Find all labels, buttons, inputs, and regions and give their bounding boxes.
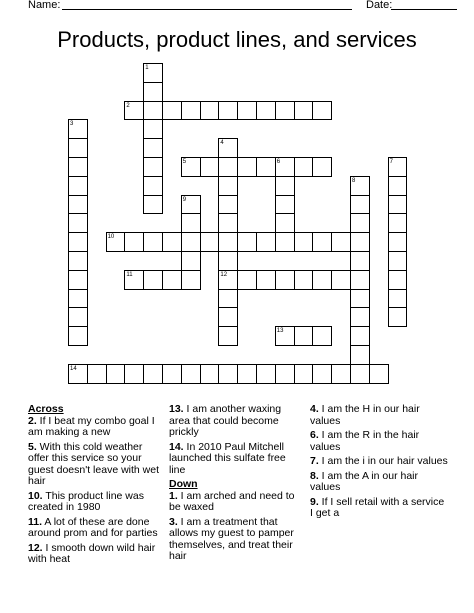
grid-cell[interactable] <box>218 232 238 252</box>
grid-cell[interactable] <box>350 251 370 271</box>
clues-column-3 <box>310 404 450 523</box>
grid-cell[interactable] <box>275 157 295 177</box>
grid-cell[interactable] <box>237 157 257 177</box>
grid-cell[interactable] <box>218 326 238 346</box>
grid-cell[interactable] <box>181 213 201 233</box>
clue-item <box>28 491 163 514</box>
clue-text: I am the A in our hair values <box>310 469 418 493</box>
grid-cell[interactable] <box>68 138 88 158</box>
grid-cell[interactable] <box>143 364 163 384</box>
grid-cell[interactable] <box>218 364 238 384</box>
grid-cell[interactable] <box>124 270 144 290</box>
grid-cell[interactable] <box>275 364 295 384</box>
grid-cell[interactable] <box>294 157 314 177</box>
clue-item <box>169 517 304 563</box>
grid-cell[interactable] <box>350 364 370 384</box>
grid-cell[interactable] <box>181 157 201 177</box>
clue-number: 6. <box>310 429 319 441</box>
grid-cell[interactable] <box>124 101 144 121</box>
clue-item <box>310 430 450 453</box>
grid-cell[interactable] <box>68 270 88 290</box>
grid-cell[interactable] <box>200 101 220 121</box>
cell-number: 14 <box>70 365 77 372</box>
grid-cell[interactable] <box>369 364 389 384</box>
grid-cell[interactable] <box>181 101 201 121</box>
clue-item <box>169 404 304 439</box>
cell-number: 12 <box>220 271 228 278</box>
grid-cell[interactable] <box>143 101 163 121</box>
grid-cell[interactable] <box>350 307 370 327</box>
grid-cell[interactable] <box>68 232 88 252</box>
grid-cell[interactable] <box>200 364 220 384</box>
grid-cell[interactable] <box>275 101 295 121</box>
grid-cell[interactable] <box>68 251 88 271</box>
grid-cell[interactable] <box>331 364 351 384</box>
grid-cell[interactable] <box>388 251 408 271</box>
cell-number: 8 <box>352 177 356 184</box>
grid-cell[interactable] <box>294 101 314 121</box>
grid-cell[interactable] <box>68 195 88 215</box>
clue-number: 12. <box>28 541 43 554</box>
grid-cell[interactable] <box>68 176 88 196</box>
grid-cell[interactable] <box>331 232 351 252</box>
grid-cell[interactable] <box>256 232 276 252</box>
clue-item <box>28 416 163 439</box>
grid-cell[interactable] <box>275 176 295 196</box>
date-label: Date: <box>366 0 393 11</box>
grid-cell[interactable] <box>218 307 238 327</box>
grid-cell[interactable] <box>312 364 332 384</box>
clue-text: With this cold weather offer this service so your guest doesn't leave with wet hair <box>28 440 159 487</box>
clue-text: I am the R in the hair values <box>310 429 420 453</box>
clue-number: 9. <box>310 495 319 508</box>
name-label: Name: <box>28 0 61 11</box>
grid-cell[interactable] <box>350 213 370 233</box>
grid-cell[interactable] <box>162 232 182 252</box>
grid-cell[interactable] <box>312 101 332 121</box>
clue-item <box>28 517 163 540</box>
clue-number: 13. <box>169 403 184 415</box>
grid-cell[interactable] <box>388 289 408 309</box>
clue-text: If I beat my combo goal I am making a new <box>28 414 155 438</box>
grid-cell[interactable] <box>275 195 295 215</box>
grid-cell[interactable] <box>312 326 332 346</box>
page-title: Products, product lines, and services <box>57 27 417 52</box>
cell-number: 3 <box>70 121 74 128</box>
grid-cell[interactable] <box>350 232 370 252</box>
grid-cell[interactable] <box>218 289 238 309</box>
grid-cell[interactable] <box>143 270 163 290</box>
clue-number: 1. <box>169 489 178 502</box>
grid-cell[interactable] <box>218 138 238 158</box>
grid-cell[interactable] <box>181 270 201 290</box>
grid-cell[interactable] <box>237 364 257 384</box>
clue-text: I smooth down wild hair with heat <box>28 541 156 565</box>
grid-cell[interactable] <box>68 157 88 177</box>
cell-number: 5 <box>182 159 187 165</box>
grid-cell[interactable] <box>181 195 201 215</box>
grid-cell[interactable] <box>256 270 276 290</box>
grid-cell[interactable] <box>350 289 370 309</box>
cell-number: 2 <box>126 102 130 109</box>
grid-cell[interactable] <box>143 195 163 215</box>
grid-cell[interactable] <box>275 232 295 252</box>
grid-cell[interactable] <box>162 364 182 384</box>
grid-cell[interactable] <box>143 232 163 252</box>
date-field[interactable] <box>391 9 457 10</box>
grid-cell[interactable] <box>294 270 314 290</box>
grid-cell[interactable] <box>388 307 408 327</box>
cell-number: 4 <box>220 140 224 147</box>
grid-cell[interactable] <box>87 364 107 384</box>
clue-item <box>310 497 450 520</box>
across-heading: Across <box>28 403 64 415</box>
grid-cell[interactable] <box>68 119 88 139</box>
grid-cell[interactable] <box>218 195 238 215</box>
clue-text: A lot of these are done around prom and for parties <box>28 515 158 539</box>
clue-number: 4. <box>310 403 319 415</box>
clue-item <box>310 471 450 494</box>
grid-cell[interactable] <box>162 101 182 121</box>
header <box>0 0 474 14</box>
grid-cell[interactable] <box>294 364 314 384</box>
grid-cell[interactable] <box>388 176 408 196</box>
clue-text: In 2010 Paul Mitchell launched this sulfate free line <box>169 440 286 476</box>
grid-cell[interactable] <box>181 364 201 384</box>
clue-item <box>310 404 450 427</box>
clues-column-2 <box>169 404 304 566</box>
grid-cell[interactable] <box>68 213 88 233</box>
grid-cell[interactable] <box>237 101 257 121</box>
grid-cell[interactable] <box>124 364 144 384</box>
grid-cell[interactable] <box>388 213 408 233</box>
clue-number: 14. <box>169 440 184 453</box>
clue-number: 2. <box>28 414 37 427</box>
grid-cell[interactable] <box>106 364 126 384</box>
clue-text: I am the H in our hair values <box>310 403 420 427</box>
grid-cell[interactable] <box>143 138 163 158</box>
clue-text: I am arched and need to be waxed <box>169 489 295 513</box>
grid-cell[interactable] <box>106 232 126 252</box>
clue-item <box>310 456 450 468</box>
grid-cell[interactable] <box>218 251 238 271</box>
grid-cell[interactable] <box>388 195 408 215</box>
grid-cell[interactable] <box>350 345 370 365</box>
grid-cell[interactable] <box>143 157 163 177</box>
grid-cell[interactable] <box>388 157 408 177</box>
clues-column-1 <box>28 404 163 569</box>
grid-cell[interactable] <box>388 270 408 290</box>
grid-cell[interactable] <box>143 63 163 83</box>
cell-number: 7 <box>389 159 393 165</box>
clue-number: 3. <box>169 515 178 528</box>
grid-cell[interactable] <box>275 270 295 290</box>
clue-number: 7. <box>310 455 319 467</box>
grid-cell[interactable] <box>294 232 314 252</box>
name-field[interactable] <box>62 9 352 10</box>
clue-item <box>28 442 163 488</box>
grid-cell[interactable] <box>218 157 238 177</box>
clue-number: 5. <box>28 440 37 453</box>
cell-number: 13 <box>276 328 284 335</box>
clue-number: 10. <box>28 489 43 502</box>
down-heading: Down <box>169 478 198 490</box>
grid-cell[interactable] <box>275 213 295 233</box>
grid-cell[interactable] <box>124 232 144 252</box>
grid-cell[interactable] <box>275 326 295 346</box>
clue-number: 8. <box>310 469 319 482</box>
grid-cell[interactable] <box>68 307 88 327</box>
grid-cell[interactable] <box>350 195 370 215</box>
grid-cell[interactable] <box>350 326 370 346</box>
grid-cell[interactable] <box>200 232 220 252</box>
grid-cell[interactable] <box>256 364 276 384</box>
clue-text: I am another waxing area that could become prickly <box>169 403 282 438</box>
grid-cell[interactable] <box>162 270 182 290</box>
grid-cell[interactable] <box>331 270 351 290</box>
grid-cell[interactable] <box>218 101 238 121</box>
clue-number: 11. <box>28 515 43 528</box>
grid-cell[interactable] <box>200 157 220 177</box>
grid-cell[interactable] <box>143 176 163 196</box>
grid-cell[interactable] <box>256 157 276 177</box>
grid-cell[interactable] <box>143 119 163 139</box>
cell-number: 6 <box>276 159 281 165</box>
grid-cell[interactable] <box>237 232 257 252</box>
grid-cell[interactable] <box>181 251 201 271</box>
grid-cell[interactable] <box>312 270 332 290</box>
grid-cell[interactable] <box>143 82 163 102</box>
grid-cell[interactable] <box>237 270 257 290</box>
clue-text: I am a treatment that allows my guest to pamper themselves, and treat their hair <box>169 515 294 562</box>
grid-cell[interactable] <box>350 270 370 290</box>
grid-cell[interactable] <box>312 232 332 252</box>
cell-number: 1 <box>145 65 149 71</box>
cell-number: 10 <box>107 234 115 241</box>
clue-text: If I sell retail with a service I get a <box>310 495 445 519</box>
grid-cell[interactable] <box>68 326 88 346</box>
grid-cell[interactable] <box>68 364 88 384</box>
grid-cell[interactable] <box>294 326 314 346</box>
grid-cell[interactable] <box>388 232 408 252</box>
grid-cell[interactable] <box>218 213 238 233</box>
grid-cell[interactable] <box>218 270 238 290</box>
grid-cell[interactable] <box>68 289 88 309</box>
cell-number: 11 <box>126 271 133 278</box>
grid-cell[interactable] <box>181 232 201 252</box>
grid-cell[interactable] <box>256 101 276 121</box>
clue-text: I am the i in our hair values <box>318 455 448 467</box>
cell-number: 9 <box>182 196 187 203</box>
clue-item <box>28 543 163 566</box>
clue-item <box>169 442 304 477</box>
clue-text: This product line was created in 1980 <box>28 489 144 513</box>
grid-cell[interactable] <box>218 176 238 196</box>
grid-cell[interactable] <box>350 176 370 196</box>
grid-cell[interactable] <box>312 157 332 177</box>
clue-item <box>169 491 304 514</box>
